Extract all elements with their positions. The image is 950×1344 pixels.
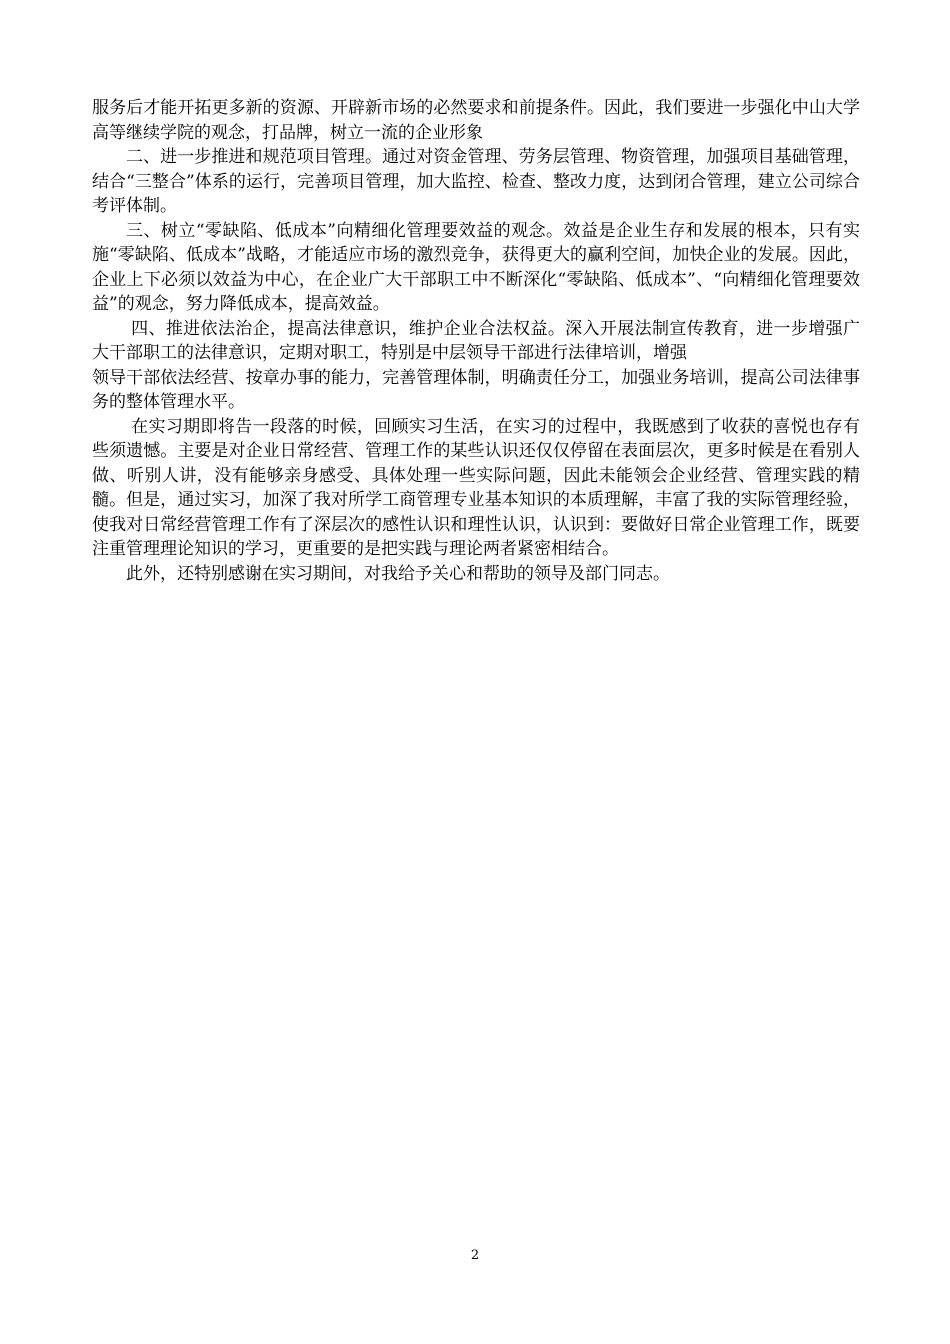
paragraph-thanks: 此外，还特别感谢在实习期间，对我给予关心和帮助的领导及部门同志。	[126, 563, 670, 584]
paragraph-item-three: 三、树立“零缺陷、低成本”向精细化管理要效益的观念。效益是企业生存和发展的根本，只有实施“零缺陷、低成本”战略，才能适应市场的激烈竞争，获得更大的赢利空间，加快企业的发展。因此，企业上下必须以效益为中心，在企业广大干部职工中不断深化“零缺陷、低成本”、“向精细化管理要效益”的观念，努力降低成本，提高效益。	[92, 220, 860, 314]
paragraph-item-four-continued: 领导干部依法经营、按章办事的能力，完善管理体制，明确责任分工，加强业务培训，提高公司法律事务的整体管理水平。	[92, 367, 860, 412]
paragraph-item-four: 四、推进依法治企，提高法律意识，维护企业合法权益。深入开展法制宣传教育，进一步增强广大干部职工的法律意识，定期对职工，特别是中层领导干部进行法律培训，增强	[92, 318, 860, 363]
paragraph-item-two: 二、进一步推进和规范项目管理。通过对资金管理、劳务层管理、物资管理，加强项目基础管理，结合“三整合”体系的运行，完善项目管理，加大监控、检查、整改力度，达到闭合管理，建立公司综合考评体制。	[92, 147, 860, 216]
page-number: 2	[470, 1248, 480, 1263]
body-text	[92, 96, 860, 586]
paragraph-continuation: 服务后才能开拓更多新的资源、开辟新市场的必然要求和前提条件。因此，我们要进一步强化中山大学高等继续学院的观念，打品牌，树立一流的企业形象	[92, 98, 860, 143]
paragraph-reflection: 在实习期即将告一段落的时候，回顾实习生活，在实习的过程中，我既感到了收获的喜悦也存有些须遗憾。主要是对企业日常经营、管理工作的某些认识还仅仅停留在表面层次，更多时候是在看别人做、听别人讲，没有能够亲身感受、具体处理一些实际问题，因此未能领会企业经营、管理实践的精髓。但是，通过实习，加深了我对所学工商管理专业基本知识的本质理解，丰富了我的实际管理经验，使我对日常经营管理工作有了深层次的感性认识和理性认识，认识到：要做好日常企业管理工作，既要注重管理理论知识的学习，更重要的是把实践与理论两者紧密相结合。	[92, 416, 860, 559]
